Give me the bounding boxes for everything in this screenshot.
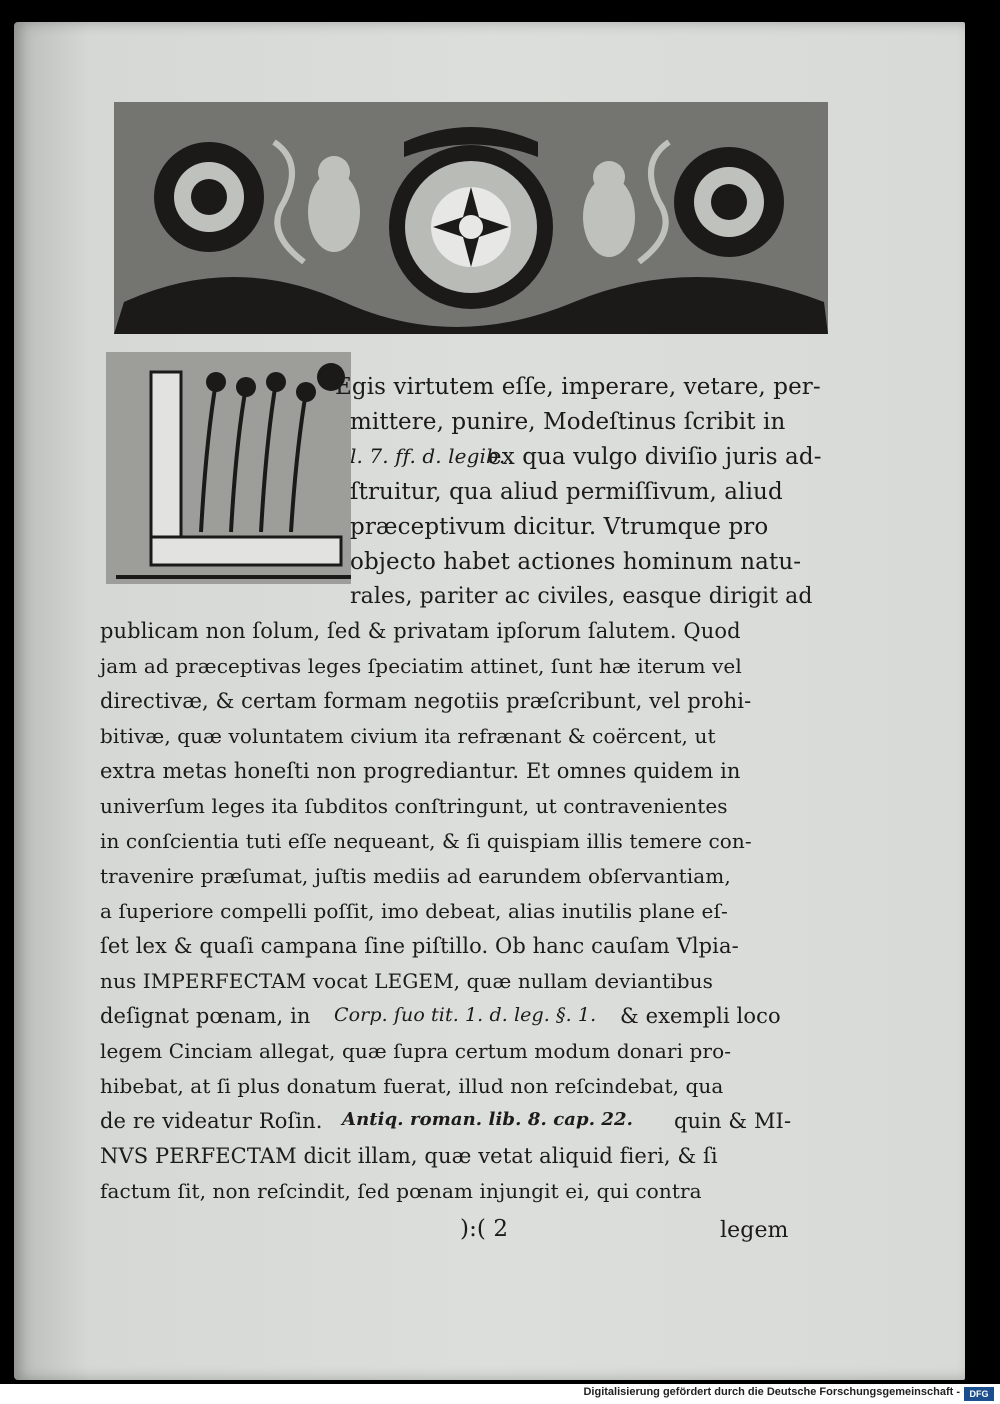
text-line-3: ex qua vulgo diviſio juris ad-: [488, 444, 822, 470]
text-line-6: objecto habet actiones hominum natu-: [350, 549, 802, 575]
text-line-1: Egis virtutem eſſe, imperare, vetare, per-: [335, 374, 821, 400]
text-line-22-citation: Antiq. roman. lib. 8. cap. 22.: [342, 1109, 634, 1130]
text-line-19-a: deſignat pœnam, in: [100, 1004, 311, 1028]
text-line-9: jam ad præceptivas leges ſpeciatim attinet, ſunt hæ iterum vel: [100, 654, 742, 678]
text-line-21: hibebat, at ſi plus donatum fuerat, illud non reſcindebat, qua: [100, 1074, 724, 1098]
text-line-5: præceptivum dicitur. Vtrumque pro: [350, 514, 769, 540]
text-line-2: mittere, punire, Modeſtinus ſcribit in: [350, 409, 786, 435]
text-line-23: NVS PERFECTAM dicit illam, quæ vetat aliquid fieri, & ſi: [100, 1144, 718, 1168]
dfg-logo: DFG: [964, 1387, 994, 1401]
text-line-22-a: de re videatur Roſin.: [100, 1109, 323, 1133]
text-line-15: travenire præſumat, juſtis mediis ad earundem obſervantiam,: [100, 864, 731, 888]
text-line-20: legem Cinciam allegat, quæ ſupra certum modum donari pro-: [100, 1039, 732, 1063]
text-line-18: nus IMPERFECTAM vocat LEGEM, quæ nullam deviantibus: [100, 969, 713, 993]
text-line-14: in conſcientia tuti eſſe nequeant, & ſi quispiam illis temere con-: [100, 829, 752, 853]
text-line-3-citation: l. 7. ff. d. legib.: [350, 444, 506, 468]
text-line-10: directivæ, & certam formam negotiis præſcribunt, vel prohi-: [100, 689, 752, 713]
text-line-7: rales, pariter ac civiles, easque dirigit ad: [350, 584, 813, 609]
catchword: legem: [720, 1218, 789, 1243]
text-line-17: ſet lex & quaſi campana ſine piſtillo. Ob hanc cauſam Vlpia-: [100, 934, 739, 958]
text-line-19-citation: Corp. ſuo tit. 1. d. leg. §. 1.: [334, 1004, 597, 1026]
text-line-13: univerſum leges ita ſubditos conſtringunt, ut contravenientes: [100, 794, 728, 818]
text-line-8: publicam non ſolum, ſed & privatam ipſorum ſalutem. Quod: [100, 619, 741, 643]
signature-mark: ):( 2: [460, 1216, 509, 1242]
text-line-16: a ſuperiore compelli poſſit, imo debeat, alias inutilis plane eſ-: [100, 899, 728, 923]
headpiece-ornament: [114, 102, 828, 334]
decorated-initial-l: [106, 352, 351, 584]
text-line-22-b: quin & MI-: [674, 1109, 792, 1133]
footer-credit: Digitalisierung gefördert durch die Deutsche Forschungsgemeinschaft -: [583, 1386, 960, 1398]
text-line-4: ſtruitur, qua aliud permiſſivum, aliud: [350, 479, 783, 505]
text-line-24: factum ſit, non reſcindit, ſed pœnam injungit ei, qui contra: [100, 1179, 702, 1203]
footer-bar: [0, 1384, 1000, 1404]
text-line-12: extra metas honeſti non progrediantur. Et omnes quidem in: [100, 759, 741, 783]
text-line-11: bitivæ, quæ voluntatem civium ita refrænant & coërcent, ut: [100, 724, 716, 748]
text-line-19-b: & exempli loco: [620, 1004, 781, 1028]
book-page: [14, 22, 965, 1380]
